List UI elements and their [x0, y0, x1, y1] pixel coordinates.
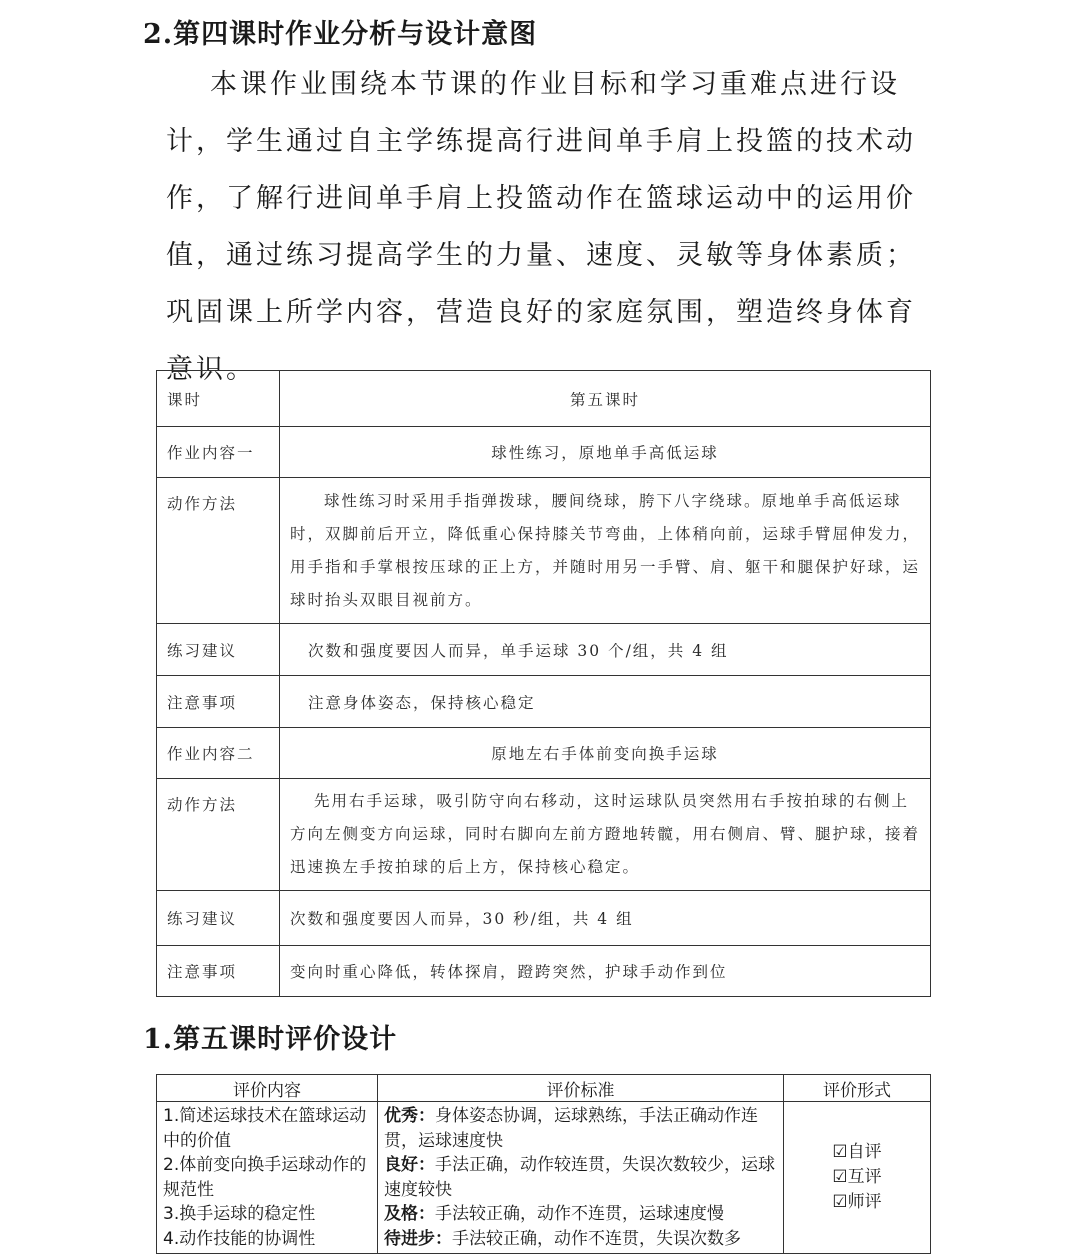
- row-value: 原地左右手体前变向换手运球: [280, 728, 931, 779]
- section-heading-1: 1.第五课时评价设计: [143, 1024, 398, 1055]
- row-value: 注意身体姿态，保持核心稳定: [280, 676, 931, 728]
- row-value: 变向时重心降低，转体探肩，蹬跨突然，护球手动作到位: [280, 946, 931, 997]
- row-value: 球性练习时采用手指弹拨球，腰间绕球，胯下八字绕球。原地单手高低运球时，双脚前后开立，降低重心保持膝关节弯曲，上体稍向前，运球手臂屈伸发力，用手指和手掌根按压球的正上方，并随时用另一手臂、肩、躯干和腿保护好球，运球时抬头双眼目视前方。: [280, 478, 931, 624]
- row-label: 注意事项: [157, 676, 280, 728]
- row-value: 球性练习，原地单手高低运球: [280, 427, 931, 478]
- table-row: [157, 676, 931, 728]
- table-row: [157, 1102, 931, 1254]
- row-label: 练习建议: [157, 624, 280, 676]
- content-item: 3.换手运球的稳定性: [163, 1204, 316, 1224]
- column-header: 评价标准: [378, 1075, 784, 1102]
- evaluation-contents: [157, 1102, 378, 1254]
- row-value: 次数和强度要因人而异，30 秒/组，共 4 组: [280, 891, 931, 946]
- form-peer-checkbox: ☑互评: [832, 1167, 882, 1187]
- form-self-checkbox: ☑自评: [832, 1142, 882, 1162]
- criterion-improve: 待进步：手法较正确，动作不连贯，失误次数多: [384, 1228, 741, 1249]
- evaluation-criteria: [378, 1102, 784, 1254]
- criterion-good: 良好：手法正确，动作较连贯，失误次数较少，运球速度较快: [384, 1155, 775, 1200]
- table-row: [157, 891, 931, 946]
- form-teacher-checkbox: ☑师评: [832, 1192, 882, 1212]
- row-label: 注意事项: [157, 946, 280, 997]
- row-value: 先用右手运球，吸引防守向右移动，这时运球队员突然用右手按拍球的右侧上方向左侧变方向运球，同时右脚向左前方蹬地转髋，用右侧肩、臂、腿护球，接着迅速换左手按拍球的后上方，保持核心稳定。: [280, 779, 931, 891]
- table-row: [157, 427, 931, 478]
- content-item: 1.简述运球技术在篮球运动中的价值: [163, 1106, 367, 1151]
- row-label: 动作方法: [157, 779, 280, 891]
- table-row: [157, 371, 931, 427]
- row-label: 动作方法: [157, 478, 280, 624]
- criterion-pass: 及格：手法较正确，动作不连贯，运球速度慢: [384, 1204, 724, 1224]
- design-intent-paragraph: 本课作业围绕本节课的作业目标和学习重难点进行设计，学生通过自主学练提高行进间单手肩上投篮的技术动作，了解行进间单手肩上投篮动作在篮球运动中的运用价值，通过练习提高学生的力量、速度、灵敏等身体素质；巩固课上所学内容，营造良好的家庭氛围，塑造终身体育意识。: [166, 69, 916, 385]
- table-row: [157, 946, 931, 997]
- table-row: [157, 728, 931, 779]
- content-item: 4.动作技能的协调性: [163, 1228, 316, 1249]
- header-label: 课时: [157, 371, 280, 427]
- column-header: 评价内容: [157, 1075, 378, 1102]
- row-label: 练习建议: [157, 891, 280, 946]
- table-row: [157, 779, 931, 891]
- homework-table: [156, 370, 931, 997]
- column-header: 评价形式: [784, 1075, 931, 1102]
- row-value: 次数和强度要因人而异，单手运球 30 个/组，共 4 组: [280, 624, 931, 676]
- table-header-row: [157, 1075, 931, 1102]
- row-label: 作业内容二: [157, 728, 280, 779]
- row-label: 作业内容一: [157, 427, 280, 478]
- content-item: 2.体前变向换手运球动作的规范性: [163, 1155, 367, 1200]
- table-row: [157, 478, 931, 624]
- evaluation-forms: [784, 1102, 931, 1254]
- section-heading-2: 2.第四课时作业分析与设计意图: [143, 19, 538, 50]
- evaluation-table: [156, 1074, 931, 1254]
- criterion-excellent: 优秀：身体姿态协调，运球熟练，手法正确动作连贯，运球速度快: [384, 1106, 758, 1151]
- header-value: 第五课时: [280, 371, 931, 427]
- table-row: [157, 624, 931, 676]
